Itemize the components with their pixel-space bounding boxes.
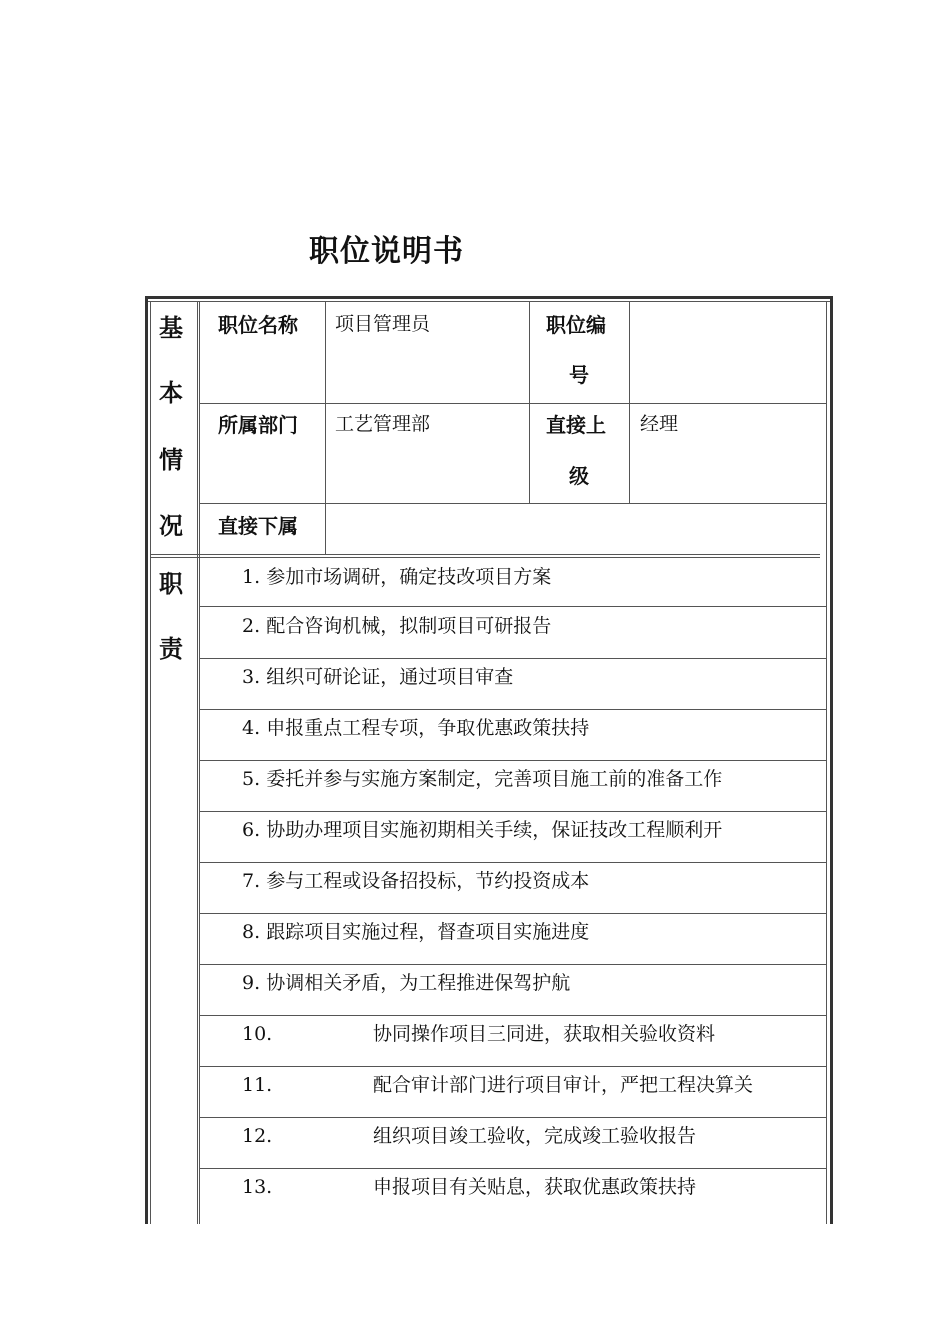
item-text: 协调相关矛盾，为工程推进保驾护航 <box>266 972 571 994</box>
item-text: 参加市场调研，确定技改项目方案 <box>266 566 552 588</box>
item-number: 5. <box>242 768 261 790</box>
position-name-value: 项目管理员 <box>335 313 431 335</box>
section-char: 责 <box>159 635 183 663</box>
list-item <box>242 866 589 893</box>
item-number: 13. <box>242 1176 273 1198</box>
item-number: 10. <box>242 1023 273 1045</box>
list-item <box>242 968 570 995</box>
item-text: 委托并参与实施方案制定，完善项目施工前的准备工作 <box>266 768 723 790</box>
section-char: 本 <box>159 379 183 407</box>
superior-label-cont: 级 <box>569 464 589 488</box>
item-text: 参与工程或设备招投标，节约投资成本 <box>266 870 590 892</box>
item-text: 组织可研论证，通过项目审查 <box>266 666 514 688</box>
list-item <box>242 611 551 638</box>
list-item <box>242 764 722 791</box>
item-text: 配合咨询机械，拟制项目可研报告 <box>266 615 552 637</box>
item-number: 11. <box>242 1074 273 1096</box>
item-text: 协助办理项目实施初期相关手续，保证技改工程顺利开 <box>266 819 723 841</box>
superior-value: 经理 <box>640 413 679 435</box>
list-item <box>242 917 589 944</box>
list-item <box>242 815 722 842</box>
department-value: 工艺管理部 <box>335 413 431 435</box>
item-text: 组织项目竣工验收，完成竣工验收报告 <box>373 1125 697 1147</box>
item-number: 2. <box>242 615 261 637</box>
department-label: 所属部门 <box>218 413 298 437</box>
item-number: 12. <box>242 1125 273 1147</box>
item-number: 6. <box>242 819 261 841</box>
subordinate-label: 直接下属 <box>218 514 298 538</box>
list-item <box>242 562 551 589</box>
item-text: 协同操作项目三同进，获取相关验收资料 <box>373 1023 716 1045</box>
item-number: 4. <box>242 717 261 739</box>
item-number: 7. <box>242 870 261 892</box>
item-text: 配合审计部门进行项目审计，严把工程决算关 <box>373 1074 754 1096</box>
list-item <box>242 1070 753 1097</box>
section-char: 情 <box>159 446 183 474</box>
list-item <box>242 662 513 689</box>
item-number: 3. <box>242 666 261 688</box>
item-text: 跟踪项目实施过程，督查项目实施进度 <box>266 921 590 943</box>
list-item <box>242 1121 696 1148</box>
item-number: 1. <box>242 566 261 588</box>
list-item <box>242 1172 696 1199</box>
item-number: 8. <box>242 921 261 943</box>
item-text: 申报项目有关贴息，获取优惠政策扶持 <box>373 1176 697 1198</box>
superior-label: 直接上 <box>546 413 606 437</box>
position-code-label: 职位编 <box>546 313 606 337</box>
position-code-label-cont: 号 <box>569 363 589 387</box>
list-item <box>242 713 589 740</box>
section-char: 基 <box>159 314 183 342</box>
position-name-label: 职位名称 <box>218 313 298 337</box>
page-title: 职位说明书 <box>309 234 464 269</box>
list-item <box>242 1019 715 1046</box>
item-number: 9. <box>242 972 261 994</box>
section-char: 况 <box>159 512 183 540</box>
section-char: 职 <box>159 570 183 598</box>
item-text: 申报重点工程专项，争取优惠政策扶持 <box>266 717 590 739</box>
